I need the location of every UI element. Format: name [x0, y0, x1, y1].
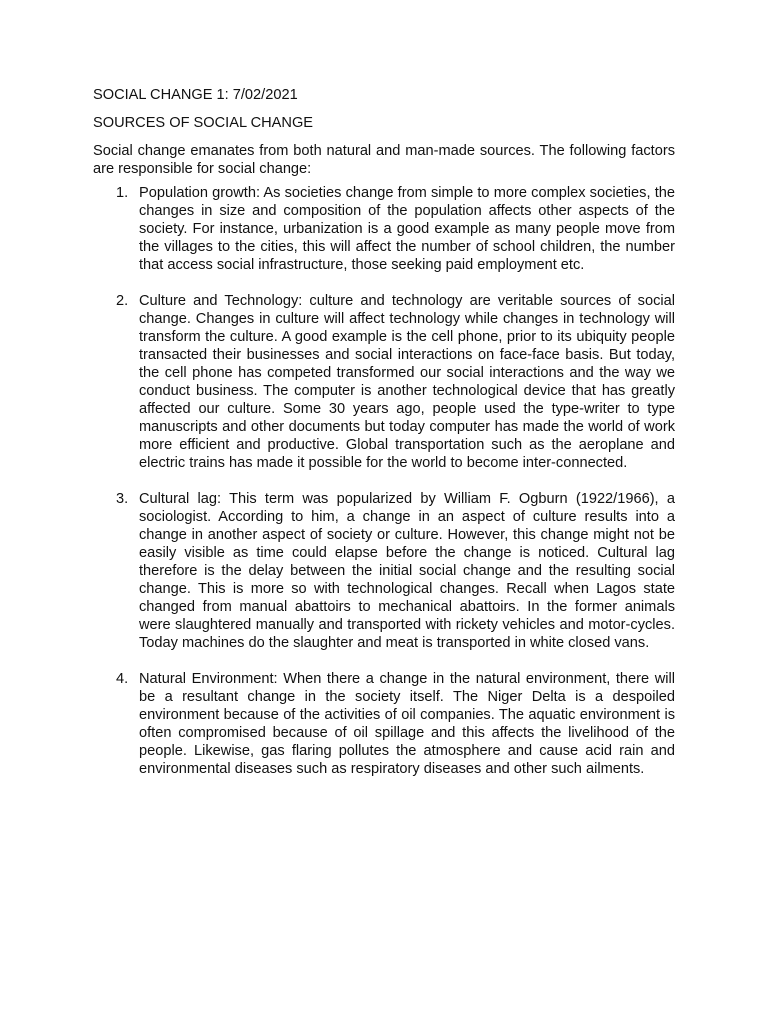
list-item	[93, 490, 675, 652]
document-heading: SOCIAL CHANGE 1: 7/02/2021	[93, 87, 298, 103]
list-item-number: 4.	[116, 671, 129, 687]
list-item-text: Culture and Technology: culture and technology are veritable sources of social change. Changes in culture will affect technology while changes in technology will transform the culture. A good example is the cell phone, prior to its ubiquity people transacted their businesses and social interactions on face-face basis. But today, the cell phone has competed transformed our social interactions and the way we conduct business. The computer is another technological device that has greatly affected our culture. Some 30 years ago, people used the type-writer to type manuscripts and other documents but today computer has made the world of work more efficient and productive. Global transportation such as the aeroplane and electric trains has made it possible for the world to become inter-connected.	[139, 293, 675, 471]
list-item	[93, 184, 675, 274]
factors-list	[93, 184, 675, 778]
document-subheading: SOURCES OF SOCIAL CHANGE	[93, 115, 314, 131]
intro-paragraph: Social change emanates from both natural and man-made sources. The following factors are responsible for social change:	[93, 143, 675, 177]
list-item-text: Natural Environment: When there a change in the natural environment, there will be a resultant change in the society itself. The Niger Delta is a despoiled environment because of the activities of oil companies. The aquatic environment is often compromised because of oil spillage and this affects the livelihood of the people. Likewise, gas flaring pollutes the atmosphere and cause acid rain and environmental diseases such as respiratory diseases and other such ailments.	[139, 671, 675, 777]
list-item-number: 1.	[116, 185, 129, 201]
list-item	[93, 292, 675, 472]
list-item-number: 2.	[116, 293, 129, 309]
list-item	[93, 670, 675, 778]
list-item-text: Population growth: As societies change from simple to more complex societies, the changes in size and composition of the population affects other aspects of the society. For instance, urbanization is a good example as many people move from the villages to the cities, this will affect the number of school children, the number that access social infrastructure, those seeking paid employment etc.	[139, 185, 675, 273]
list-item-number: 3.	[116, 491, 129, 507]
document-page	[93, 86, 675, 796]
list-item-text: Cultural lag: This term was popularized by William F. Ogburn (1922/1966), a sociologist. According to him, a change in an aspect of culture results into a change in another aspect of society or culture. However, this change might not be easily visible as time could elapse before the change is noticed. Cultural lag therefore is the delay between the initial social change and the resulting social change. This is more so with technological changes. Recall when Lagos state changed from manual abattoirs to mechanical abattoirs. In the former animals were slaughtered manually and transported with rickety vehicles and motor-cycles. Today machines do the slaughter and meat is transported in white closed vans.	[139, 491, 675, 651]
